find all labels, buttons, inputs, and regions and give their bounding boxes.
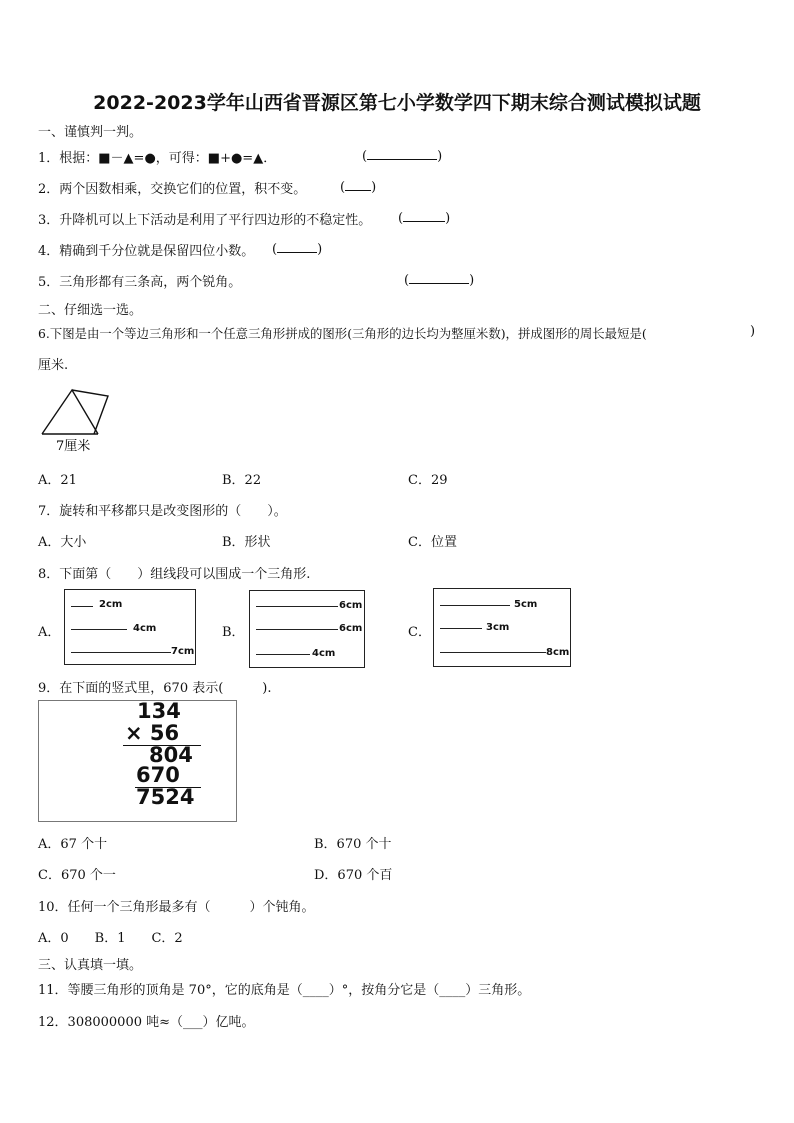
q8-group-c-box[interactable] (433, 588, 571, 667)
segment-b3-label: 4cm (312, 648, 336, 659)
segment-c3-label: 8cm (546, 647, 570, 658)
q6-option-b[interactable]: B．22 (222, 473, 262, 488)
question-6-close-paren: ) (750, 324, 756, 339)
question-6: 6.下图是由一个等边三角形和一个任意三角形拼成的图形(三角形的边长均为整厘米数)，拼成图形的周长最短是( (38, 326, 647, 341)
page-title: 2022-2023学年山西省晋源区第七小学数学四下期末综合测试模拟试题 (93, 92, 701, 114)
question-10: 10．任何一个三角形最多有（ ）个钝角。 (38, 900, 315, 915)
triangle-base-label: 7厘米 (56, 439, 91, 454)
segment-a2-label: 4cm (133, 623, 157, 634)
question-4: 4．精确到千分位就是保留四位小数。 (38, 244, 255, 259)
q9-option-b[interactable]: B．670 个十 (314, 837, 392, 852)
question-12: 12．308000000 吨≈（___）亿吨。 (38, 1015, 255, 1030)
q7-option-c[interactable]: C．位置 (408, 535, 457, 550)
multiplicand: 134 (137, 699, 181, 723)
section-heading-1: 一、谨慎判一判。 (38, 125, 143, 140)
q6-option-c[interactable]: C．29 (408, 473, 448, 488)
answer-blank-2[interactable]: ( ) (340, 180, 377, 195)
question-11: 11．等腰三角形的顶角是 70°，它的底角是（____）°，按角分它是（____）三角形。 (38, 983, 531, 998)
segment-a2 (71, 629, 127, 630)
q9-option-d[interactable]: D．670 个百 (314, 868, 393, 883)
q9-option-c[interactable]: C．670 个一 (38, 868, 116, 883)
section-heading-3: 三、认真填一填。 (38, 958, 143, 973)
answer-blank-5[interactable]: ( ) (404, 273, 475, 288)
question-6-unit: 厘米. (38, 358, 69, 373)
q8-option-c[interactable]: C． (408, 625, 431, 640)
segment-b1-label: 6cm (339, 600, 363, 611)
multiplier: × 56 (125, 721, 180, 745)
segment-c1 (440, 605, 510, 606)
segment-c2-label: 3cm (486, 622, 510, 633)
section-heading-2: 二、仔细选一选。 (38, 303, 143, 318)
q8-option-b[interactable]: B． (222, 625, 245, 640)
segment-c1-label: 5cm (514, 599, 538, 610)
question-8: 8．下面第（ ）组线段可以围成一个三角形. (38, 567, 311, 582)
segment-a1-label: 2cm (99, 599, 123, 610)
q7-option-a[interactable]: A．大小 (38, 535, 87, 550)
segment-b3 (256, 654, 310, 655)
answer-blank-1[interactable]: ( ) (362, 149, 443, 164)
question-9: 9．在下面的竖式里，670 表示( ). (38, 681, 272, 696)
final-product: 7524 (136, 785, 195, 809)
answer-blank-4[interactable]: ( ) (272, 242, 323, 257)
q9-option-a[interactable]: A．67 个十 (38, 837, 108, 852)
segment-c2 (440, 628, 482, 629)
segment-b2-label: 6cm (339, 623, 363, 634)
partial-product-2: 670 (136, 763, 180, 787)
q10-options[interactable]: A．0 B．1 C．2 (38, 931, 183, 946)
q7-option-b[interactable]: B．形状 (222, 535, 271, 550)
q6-option-a[interactable]: A．21 (38, 473, 77, 488)
question-7: 7．旋转和平移都只是改变图形的（ ）。 (38, 504, 287, 519)
vertical-multiplication (38, 700, 237, 822)
segment-b2 (256, 629, 338, 630)
question-5: 5．三角形都有三条高，两个锐角。 (38, 275, 242, 290)
question-2: 2．两个因数相乘，交换它们的位置，积不变。 (38, 182, 307, 197)
q8-group-a-box[interactable] (64, 589, 196, 665)
segment-a3-label: 7cm (171, 646, 195, 657)
question-3: 3．升降机可以上下活动是利用了平行四边形的不稳定性。 (38, 213, 372, 228)
partial-product-1: 804 (149, 743, 193, 767)
segment-c3 (440, 652, 546, 653)
question-1: 1．根据：■－▲=●，可得：■+●=▲． (38, 151, 277, 166)
segment-b1 (256, 606, 338, 607)
q8-option-a[interactable]: A． (38, 625, 61, 640)
segment-a3 (71, 652, 171, 653)
segment-a1 (71, 606, 93, 607)
triangle-figure (38, 382, 118, 454)
q8-group-b-box[interactable] (249, 590, 365, 668)
answer-blank-3[interactable]: ( ) (398, 211, 451, 226)
